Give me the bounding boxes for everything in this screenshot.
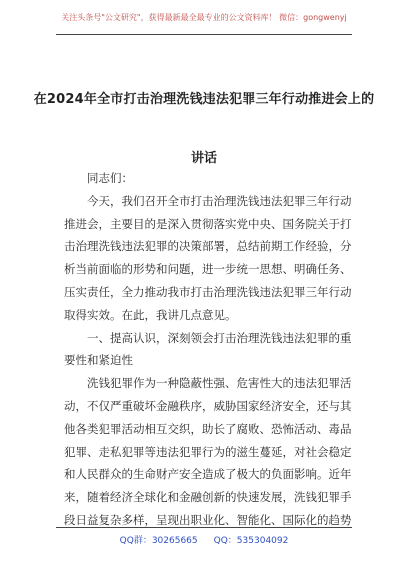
paragraph-line: 取得实效。在此，我讲几点意见。	[64, 307, 237, 322]
footer-qq-group: QQ群：30265665	[119, 536, 198, 546]
paragraph-line: 今天，我们召开全市打击治理洗钱违法犯罪三年行动	[87, 193, 352, 208]
footer-qq: QQ：535304092	[213, 536, 289, 546]
page-header-promo: 关注头条号"公文研究"，获得最新最全最专业的公文资料库！ 微信：gongwenyj	[61, 13, 347, 22]
paragraph-line: 击治理洗钱违法犯罪的决策部署，总结前期工作经验，分	[64, 239, 352, 254]
paragraph-line: 段日益复杂多样，呈现出职业化、智能化、国际化的趋势	[64, 512, 352, 527]
paragraph-line: 压实责任，全力推动我市打击治理洗钱违法犯罪三年行动	[64, 284, 352, 299]
paragraph-line: 来，随着经济全球化和金融创新的快速发展，洗钱犯罪手	[64, 490, 352, 505]
paragraph-line: 推进会，主要目的是深入贯彻落实党中央、国务院关于打	[64, 216, 352, 231]
paragraph-line: 析当前面临的形势和问题，进一步统一思想、明确任务、	[64, 262, 352, 277]
paragraph-line: 动，不仅严重破坏金融秩序，威胁国家经济安全，还与其	[64, 398, 352, 413]
header-divider	[56, 34, 352, 35]
paragraph-line: 犯罪、走私犯罪等违法犯罪行为的滋生蔓延，对社会稳定	[64, 444, 352, 459]
paragraph-line: 他各类犯罪活动相互交织，助长了腐败、恐怖活动、毒品	[64, 421, 352, 436]
paragraph-line: 洗钱犯罪作为一种隐蔽性强、危害性大的违法犯罪活	[87, 376, 352, 391]
document-body	[64, 167, 352, 532]
section-heading-line: 一、提高认识，深刻领会打击治理洗钱违法犯罪的重	[87, 330, 352, 345]
document-title: 在2024年全市打击治理洗钱违法犯罪三年行动推进会上的	[33, 92, 375, 107]
paragraph-line: 和人民群众的生命财产安全造成了极大的负面影响。近年	[64, 467, 352, 482]
salutation: 同志们：	[87, 171, 133, 185]
footer-divider	[56, 527, 352, 528]
section-heading-line: 要性和紧迫性	[64, 353, 133, 368]
page-footer	[0, 533, 408, 546]
document-subtitle: 讲话	[190, 151, 217, 166]
